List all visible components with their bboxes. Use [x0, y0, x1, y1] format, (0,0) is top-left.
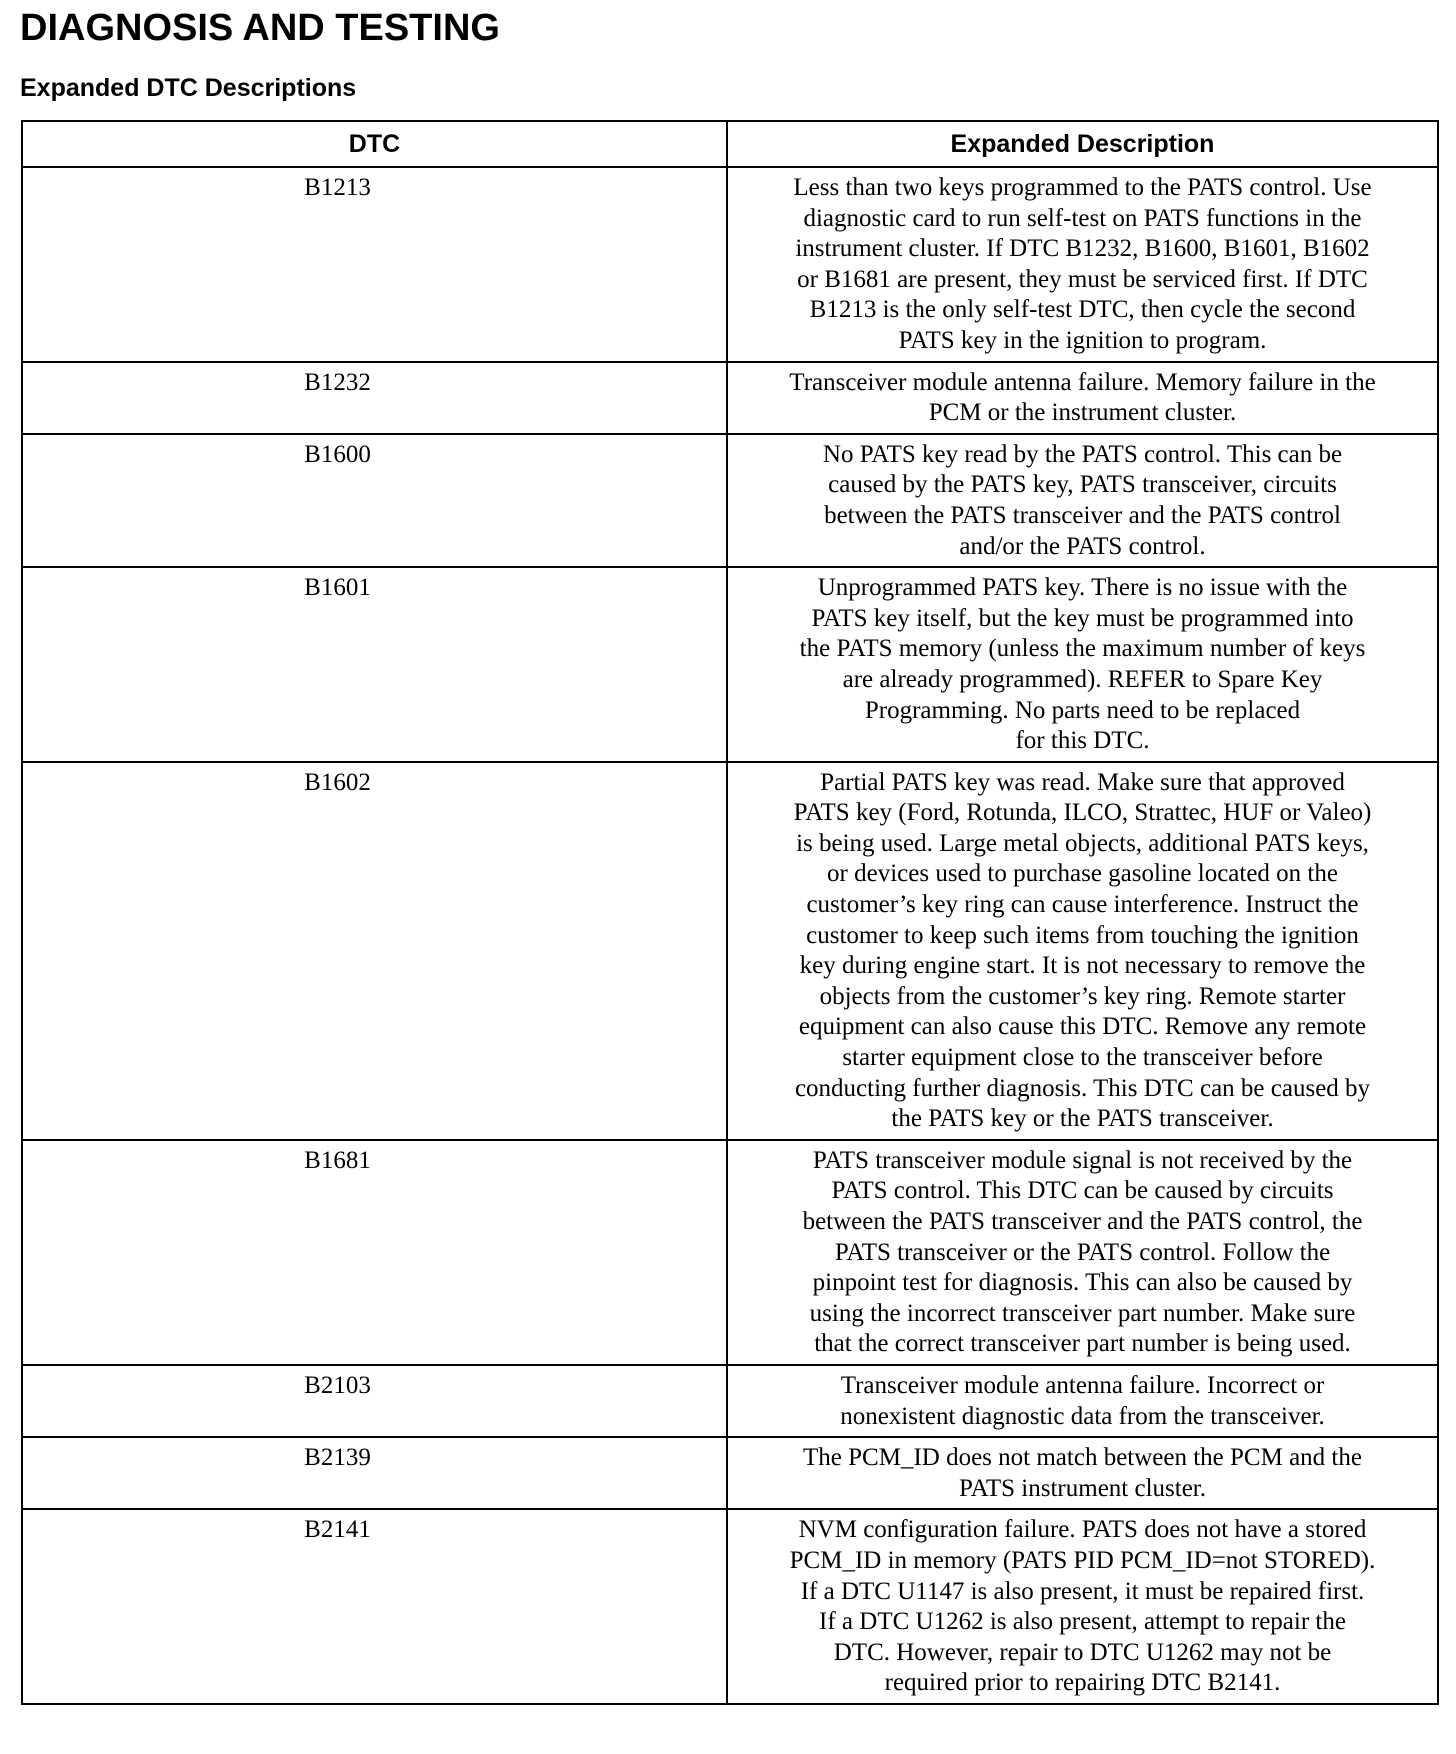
table-row: [22, 567, 1438, 762]
table-row: [22, 167, 1438, 362]
dtc-description: No PATS key read by the PATS control. This can be caused by the PATS key, PATS transceiver, circuits between the PATS transceiver and the PATS control and/or the PATS control.: [822, 440, 1343, 560]
dtc-code: B2139: [304, 1444, 371, 1472]
dtc-code-cell: [22, 762, 727, 1140]
dtc-code: B2103: [304, 1371, 371, 1399]
dtc-code-cell: [22, 167, 727, 362]
section-title: Expanded DTC Descriptions: [20, 74, 357, 102]
column-header-dtc: DTC: [22, 121, 727, 167]
dtc-code: B2141: [304, 1516, 371, 1544]
table-header-row: [22, 121, 1438, 167]
table-row: [22, 1140, 1438, 1365]
dtc-code: B1681: [304, 1146, 371, 1174]
dtc-description-cell: [727, 567, 1438, 762]
dtc-description: Unprogrammed PATS key. There is no issue with the PATS key itself, but the key must be programmed into the PATS memory (unless the maximum number of keys are already programmed). REFER to Spare Key Programming. No parts need to be replaced for this DTC.: [799, 574, 1366, 755]
dtc-code: B1232: [304, 368, 371, 396]
dtc-code-cell: [22, 1437, 727, 1509]
dtc-description-cell: [727, 1509, 1438, 1704]
table-row: [22, 1509, 1438, 1704]
dtc-description-cell: [727, 762, 1438, 1140]
dtc-code-cell: [22, 1140, 727, 1365]
dtc-code-cell: [22, 362, 727, 434]
dtc-description-cell: [727, 1437, 1438, 1509]
dtc-code-cell: [22, 1365, 727, 1437]
dtc-description-cell: [727, 1365, 1438, 1437]
dtc-code-cell: [22, 434, 727, 567]
dtc-code: B1601: [304, 574, 371, 602]
dtc-description: NVM configuration failure. PATS does not have a stored PCM_ID in memory (PATS PID PCM_ID=not STORED). If a DTC U1147 is also present, it must be repaired first. If a DTC U1262 is also present, attempt to repair the DTC. However, repair to DTC U1262 may not be required prior to repairing DTC B2141.: [789, 1516, 1376, 1697]
table-row: [22, 1365, 1438, 1437]
dtc-code-cell: [22, 567, 727, 762]
dtc-table: [21, 120, 1439, 1705]
dtc-description: Transceiver module antenna failure. Incorrect or nonexistent diagnostic data from the transceiver.: [840, 1371, 1325, 1430]
dtc-code: B1213: [304, 174, 371, 201]
table-row: [22, 1437, 1438, 1509]
dtc-description-cell: [727, 167, 1438, 362]
dtc-description: Transceiver module antenna failure. Memory failure in the PCM or the instrument cluster.: [789, 368, 1376, 427]
dtc-description-cell: [727, 362, 1438, 434]
dtc-description: The PCM_ID does not match between the PCM and the PATS instrument cluster.: [803, 1444, 1362, 1502]
dtc-description-cell: [727, 1140, 1438, 1365]
table-row: [22, 362, 1438, 434]
dtc-code-cell: [22, 1509, 727, 1704]
column-header-description: Expanded Description: [727, 121, 1438, 167]
dtc-code: B1602: [304, 768, 371, 796]
table-row: [22, 762, 1438, 1140]
dtc-code: B1600: [304, 440, 371, 468]
dtc-description: Partial PATS key was read. Make sure that approved PATS key (Ford, Rotunda, ILCO, Strattec, HUF or Valeo) is being used. Large metal objects, additional PATS keys, or devices used to purchase gasoline located on the customer’s key ring can cause interference. Instruct the customer to keep such items from touching the ignition key during engine start. It is not necessary to remove the objects from the customer’s key ring. Remote starter equipment can also cause this DTC. Remove any remote starter equipment close to the transceiver before conducting further diagnosis. This DTC can be caused by the PATS key or the PATS transceiver.: [793, 768, 1372, 1133]
dtc-description-cell: [727, 434, 1438, 567]
dtc-description: PATS transceiver module signal is not received by the PATS control. This DTC can be caused by circuits between the PATS transceiver and the PATS control, the PATS transceiver or the PATS control. Follow the pinpoint test for diagnosis. This can also be caused by using the incorrect transceiver part number. Make sure that the correct transceiver part number is being used.: [802, 1146, 1363, 1358]
dtc-description: Less than two keys programmed to the PATS control. Use diagnostic card to run self-test on PATS functions in the instrument cluster. If DTC B1232, B1600, B1601, B1602 or B1681 are present, they must be serviced first. If DTC B1213 is the only self-test DTC, then cycle the second PATS key in the ignition to program.: [793, 174, 1372, 354]
page-title: DIAGNOSIS AND TESTING: [20, 7, 500, 49]
table-row: [22, 434, 1438, 567]
